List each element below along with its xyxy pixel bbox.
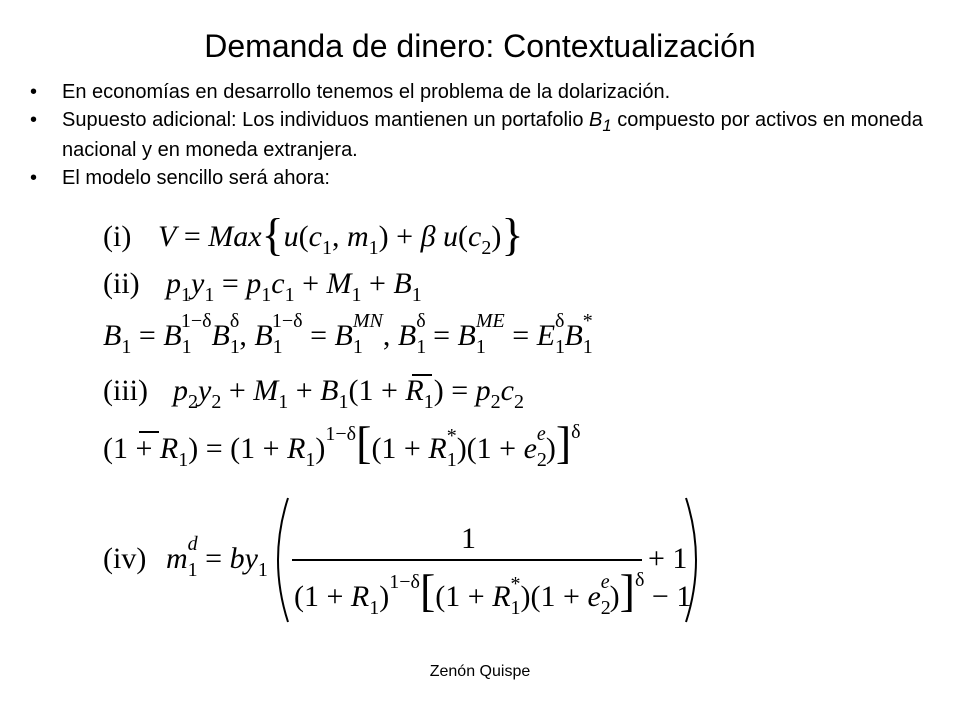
- plus-one: + 1: [648, 542, 688, 575]
- page-title: Demanda de dinero: Contextualización: [204, 28, 756, 64]
- equation-i: [103, 209, 523, 260]
- bullet-icon: •: [30, 81, 38, 103]
- bullet-text-part: compuesto por activos en moneda nacional y en moneda extranjera.: [62, 109, 923, 161]
- equation-ii: [103, 267, 422, 306]
- equation-label: (iv): [103, 542, 147, 575]
- equation-label: (i): [103, 220, 132, 253]
- bullet-icon: •: [30, 167, 38, 189]
- equation-body: $p_2y_2 + M_1 + B_1(1 + R_1) = p_2c_2$: [173, 374, 524, 413]
- bullet-text-part: Supuesto adicional: Los individuos mantienen un portafolio: [62, 109, 590, 131]
- equation-iv: [103, 498, 696, 622]
- left-paren: [278, 498, 288, 622]
- equation-body: $V = Max\{u(c_1$, $m_1) + \beta$ $u(c_2)$}: [158, 209, 524, 260]
- bullet-variable: B: [589, 109, 603, 131]
- equation-label: (iii): [103, 374, 148, 407]
- equation-body: $B_1 = B_11-\delta B_1\delta$, $B_11-\delta = B_1MN$, $B_1\delta = B_1ME = E_1\delta B_1*$: [103, 310, 593, 358]
- bullet-icon: •: [30, 109, 38, 131]
- equation-label: (ii): [103, 267, 140, 300]
- equation-body: $p_1y_1 = p_1c_1 + M_1 + B_1$: [166, 267, 422, 306]
- fraction-numerator: 1: [461, 522, 476, 555]
- bullet-variable-subscript: 1: [602, 116, 612, 135]
- bullet-text: El modelo sencillo será ahora:: [62, 167, 330, 189]
- footer-author: Zenón Quispe: [429, 663, 531, 680]
- equation-iii: [103, 374, 524, 413]
- fraction-denominator: $(1 + R_1)^{1-\delta}[(1 + R_1*)(1 + e_2e)]^\delta - 1$: [294, 565, 692, 619]
- equation-return: [103, 417, 581, 471]
- equation-body: $m_1d = by_1$: [166, 533, 268, 581]
- equation-body: $(1 + R_1) = (1 + R_1)^{1-\delta}[(1 + R_1*)(1 + e_2e)]^\delta$: [103, 417, 581, 471]
- bullet-text: En economías en desarrollo tenemos el problema de la dolarización.: [62, 81, 671, 103]
- equation-portfolio: [103, 310, 593, 358]
